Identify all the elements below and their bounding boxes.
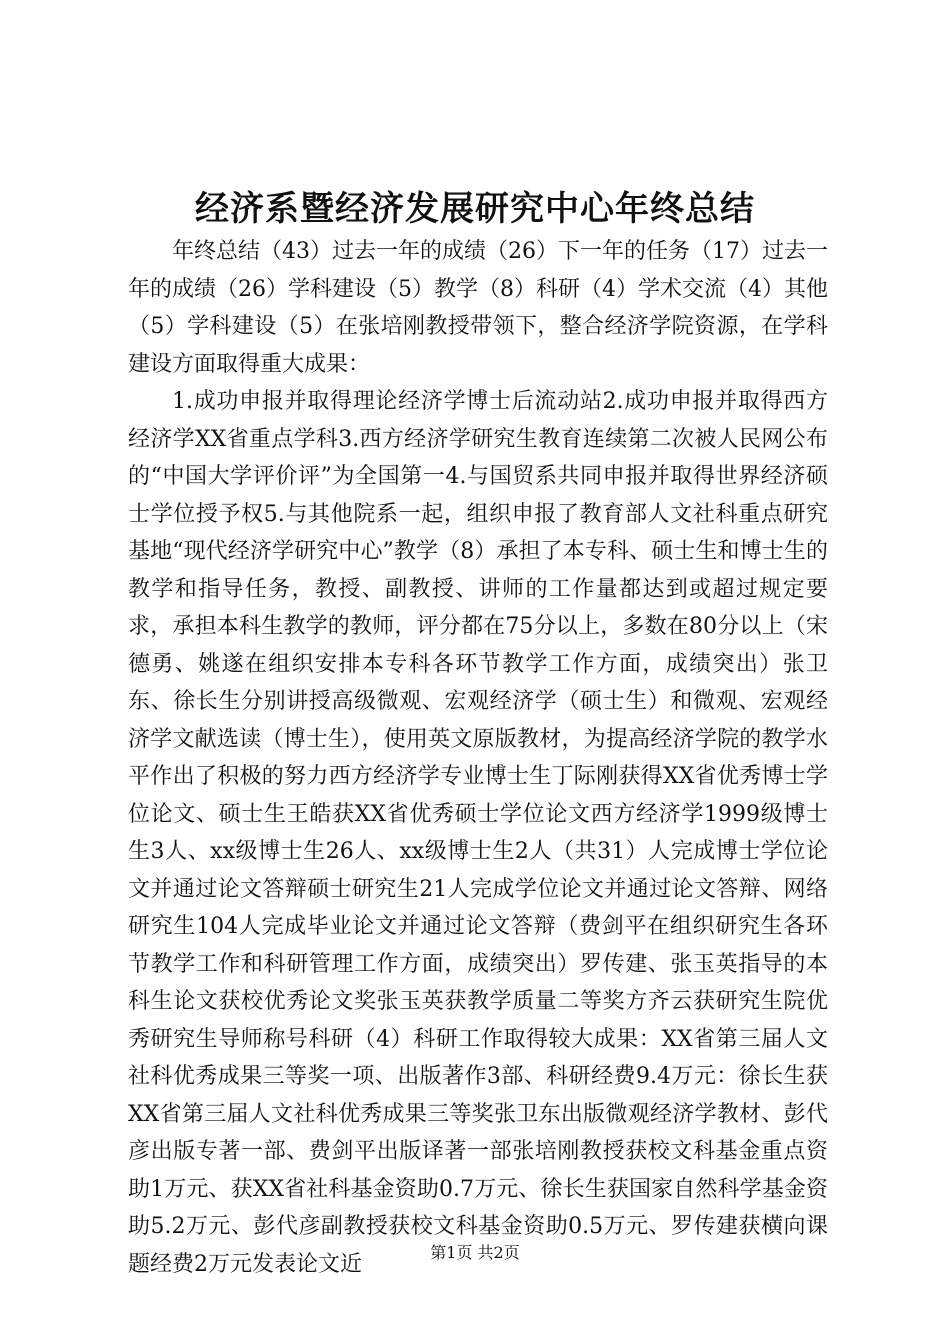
page-footer: 第1页 共2页 xyxy=(430,1243,520,1262)
body-paragraph-achievements: 1.成功申报并取得理论经济学博士后流动站2.成功申报并取得西方经济学XX省重点学科3.西方经济学研究生教育连续第二次被人民网公布的“中国大学评价评”为全国第一4.与国贸系共同申报并取得世界经济硕士学位授予权5.与其他院系一起，组织申报了教育部人文社科重点研究基地“现代经济学研究中心”教学（8）承担了本专科、硕士生和博士生的教学和指导任务，教授、副教授、讲师的工作量都达到或超过规定要求，承担本科生教学的教师，评分都在75分以上，多数在80分以上（宋德勇、姚遂在组织安排本专科各环节教学工作方面，成绩突出）张卫东、徐长生分别讲授高级微观、宏观经济学（硕士生）和微观、宏观经济学文献选读（博士生），使用英文原版教材，为提高经济学院的教学水平作出了积极的努力西方经济学专业博士生丁际刚获得XX省优秀博士学位论文、硕士生王皓获XX省优秀硕士学位论文西方经济学1999级博士生3人、xx级博士生26人、xx级博士生2人（共31）人完成博士学位论文并通过论文答辩硕士研究生21人完成学位论文并通过论文答辩、网络研究生104人完成毕业论文并通过论文答辩（费剑平在组织研究生各环节教学工作和科研管理工作方面，成绩突出）罗传建、张玉英指导的本科生论文获校优秀论文奖张玉英获教学质量二等奖方齐云获研究生院优秀研究生导师称号科研（4）科研工作取得较大成果：XX省第三届人文社科优秀成果三等奖一项、出版著作3部、科研经费9.4万元：徐长生获XX省第三届人文社科优秀成果三等奖张卫东出版微观经济学教材、彭代彦出版专著一部、费剑平出版译著一部张培刚教授获校文科基金重点资助1万元、获XX省社科基金资助0.7万元、徐长生获国家自然科学基金资助5.2万元、彭代彦副教授获校文科基金资助0.5万元、罗传建获横向课题经费2万元发表论文近 xyxy=(128,389,828,1277)
document-title: 经济系暨经济发展研究中心年终总结 xyxy=(195,189,755,229)
document-body xyxy=(128,233,828,1283)
body-paragraph-intro: 年终总结（43）过去一年的成绩（26）下一年的任务（17）过去一年的成绩（26）学科建设（5）教学（8）科研（4）学术交流（4）其他（5）学科建设（5）在张培刚教授带领下，整合经济学院资源，在学科建设方面取得重大成果： xyxy=(128,239,828,377)
